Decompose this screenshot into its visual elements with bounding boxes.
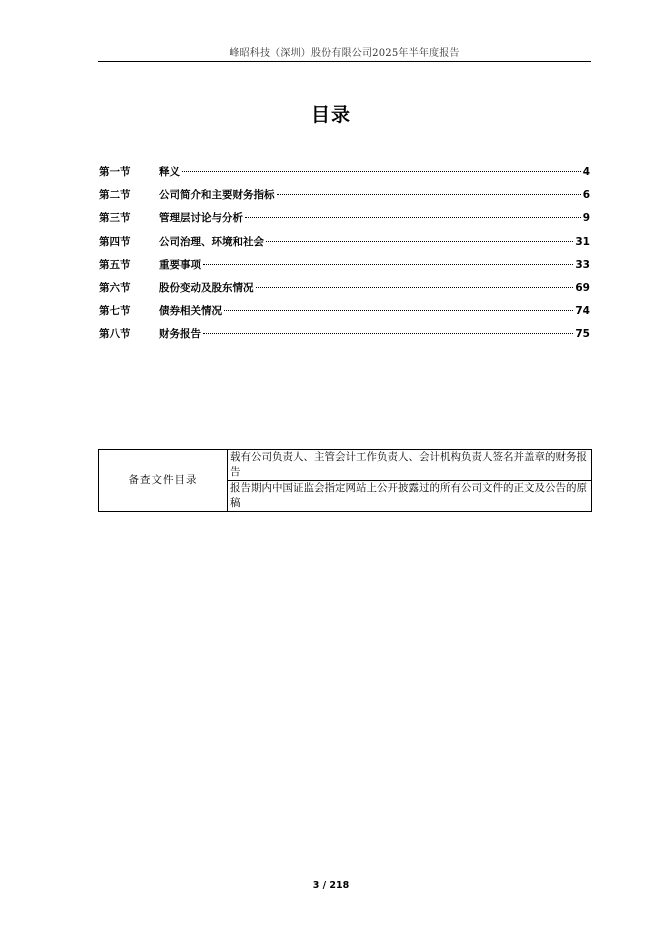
toc-section-title[interactable]: 债券相关情况 <box>159 305 222 318</box>
toc-dot-leader <box>224 310 573 311</box>
toc-page-number[interactable]: 33 <box>575 258 590 271</box>
header-divider <box>98 61 591 62</box>
toc-section-number: 第四节 <box>99 235 131 248</box>
toc-section-title[interactable]: 股份变动及股东情况 <box>159 281 254 294</box>
toc-page-number[interactable]: 74 <box>575 305 590 318</box>
toc-section-number: 第一节 <box>99 166 131 178</box>
toc-section-title[interactable]: 重要事项 <box>159 258 201 271</box>
toc-section-number: 第五节 <box>99 258 131 271</box>
toc-section-number: 第二节 <box>99 189 131 202</box>
toc-dot-leader <box>277 194 581 195</box>
reference-documents-table <box>98 449 592 512</box>
reference-document-item: 载有公司负责人、主管会计工作负责人、会计机构负责人签名并盖章的财务报告 <box>228 450 592 481</box>
toc-section-title[interactable]: 公司简介和主要财务指标 <box>159 189 275 202</box>
toc-page-number[interactable]: 4 <box>582 166 590 178</box>
table-of-contents <box>99 164 590 350</box>
toc-section-title[interactable]: 管理层讨论与分析 <box>159 212 243 225</box>
reference-document-item: 报告期内中国证监会指定网站上公开披露过的所有公司文件的正文及公告的原稿 <box>228 481 592 512</box>
toc-section-title[interactable]: 释义 <box>159 166 180 178</box>
page-title: 目录 <box>310 104 351 126</box>
toc-entry[interactable] <box>99 257 590 280</box>
toc-section-number: 第三节 <box>99 212 131 225</box>
table-row <box>99 450 592 481</box>
toc-section-title[interactable]: 公司治理、环境和社会 <box>159 235 264 248</box>
toc-section-title[interactable]: 财务报告 <box>159 328 201 341</box>
toc-section-number: 第七节 <box>99 305 131 318</box>
toc-dot-leader <box>203 333 573 334</box>
toc-entry[interactable] <box>99 210 590 233</box>
toc-entry[interactable] <box>99 164 590 187</box>
toc-dot-leader <box>245 217 581 218</box>
reference-documents-label: 备查文件目录 <box>99 450 228 512</box>
toc-page-number[interactable]: 31 <box>575 235 590 248</box>
toc-entry[interactable] <box>99 234 590 257</box>
toc-section-number: 第六节 <box>99 281 131 294</box>
toc-entry[interactable] <box>99 280 590 303</box>
toc-entry[interactable] <box>99 326 590 349</box>
toc-dot-leader <box>203 264 573 265</box>
toc-section-number: 第八节 <box>99 328 131 341</box>
toc-page-number[interactable]: 69 <box>575 281 590 294</box>
page-number-footer: 3 / 218 <box>312 880 350 891</box>
toc-dot-leader <box>266 241 573 242</box>
toc-page-number[interactable]: 9 <box>582 212 590 225</box>
toc-page-number[interactable]: 75 <box>575 328 590 341</box>
toc-dot-leader <box>256 287 574 288</box>
toc-entry[interactable] <box>99 303 590 326</box>
running-header: 峰昭科技（深圳）股份有限公司2025年半年度报告 <box>229 48 460 59</box>
toc-page-number[interactable]: 6 <box>582 189 590 202</box>
toc-dot-leader <box>182 171 581 172</box>
toc-entry[interactable] <box>99 187 590 210</box>
